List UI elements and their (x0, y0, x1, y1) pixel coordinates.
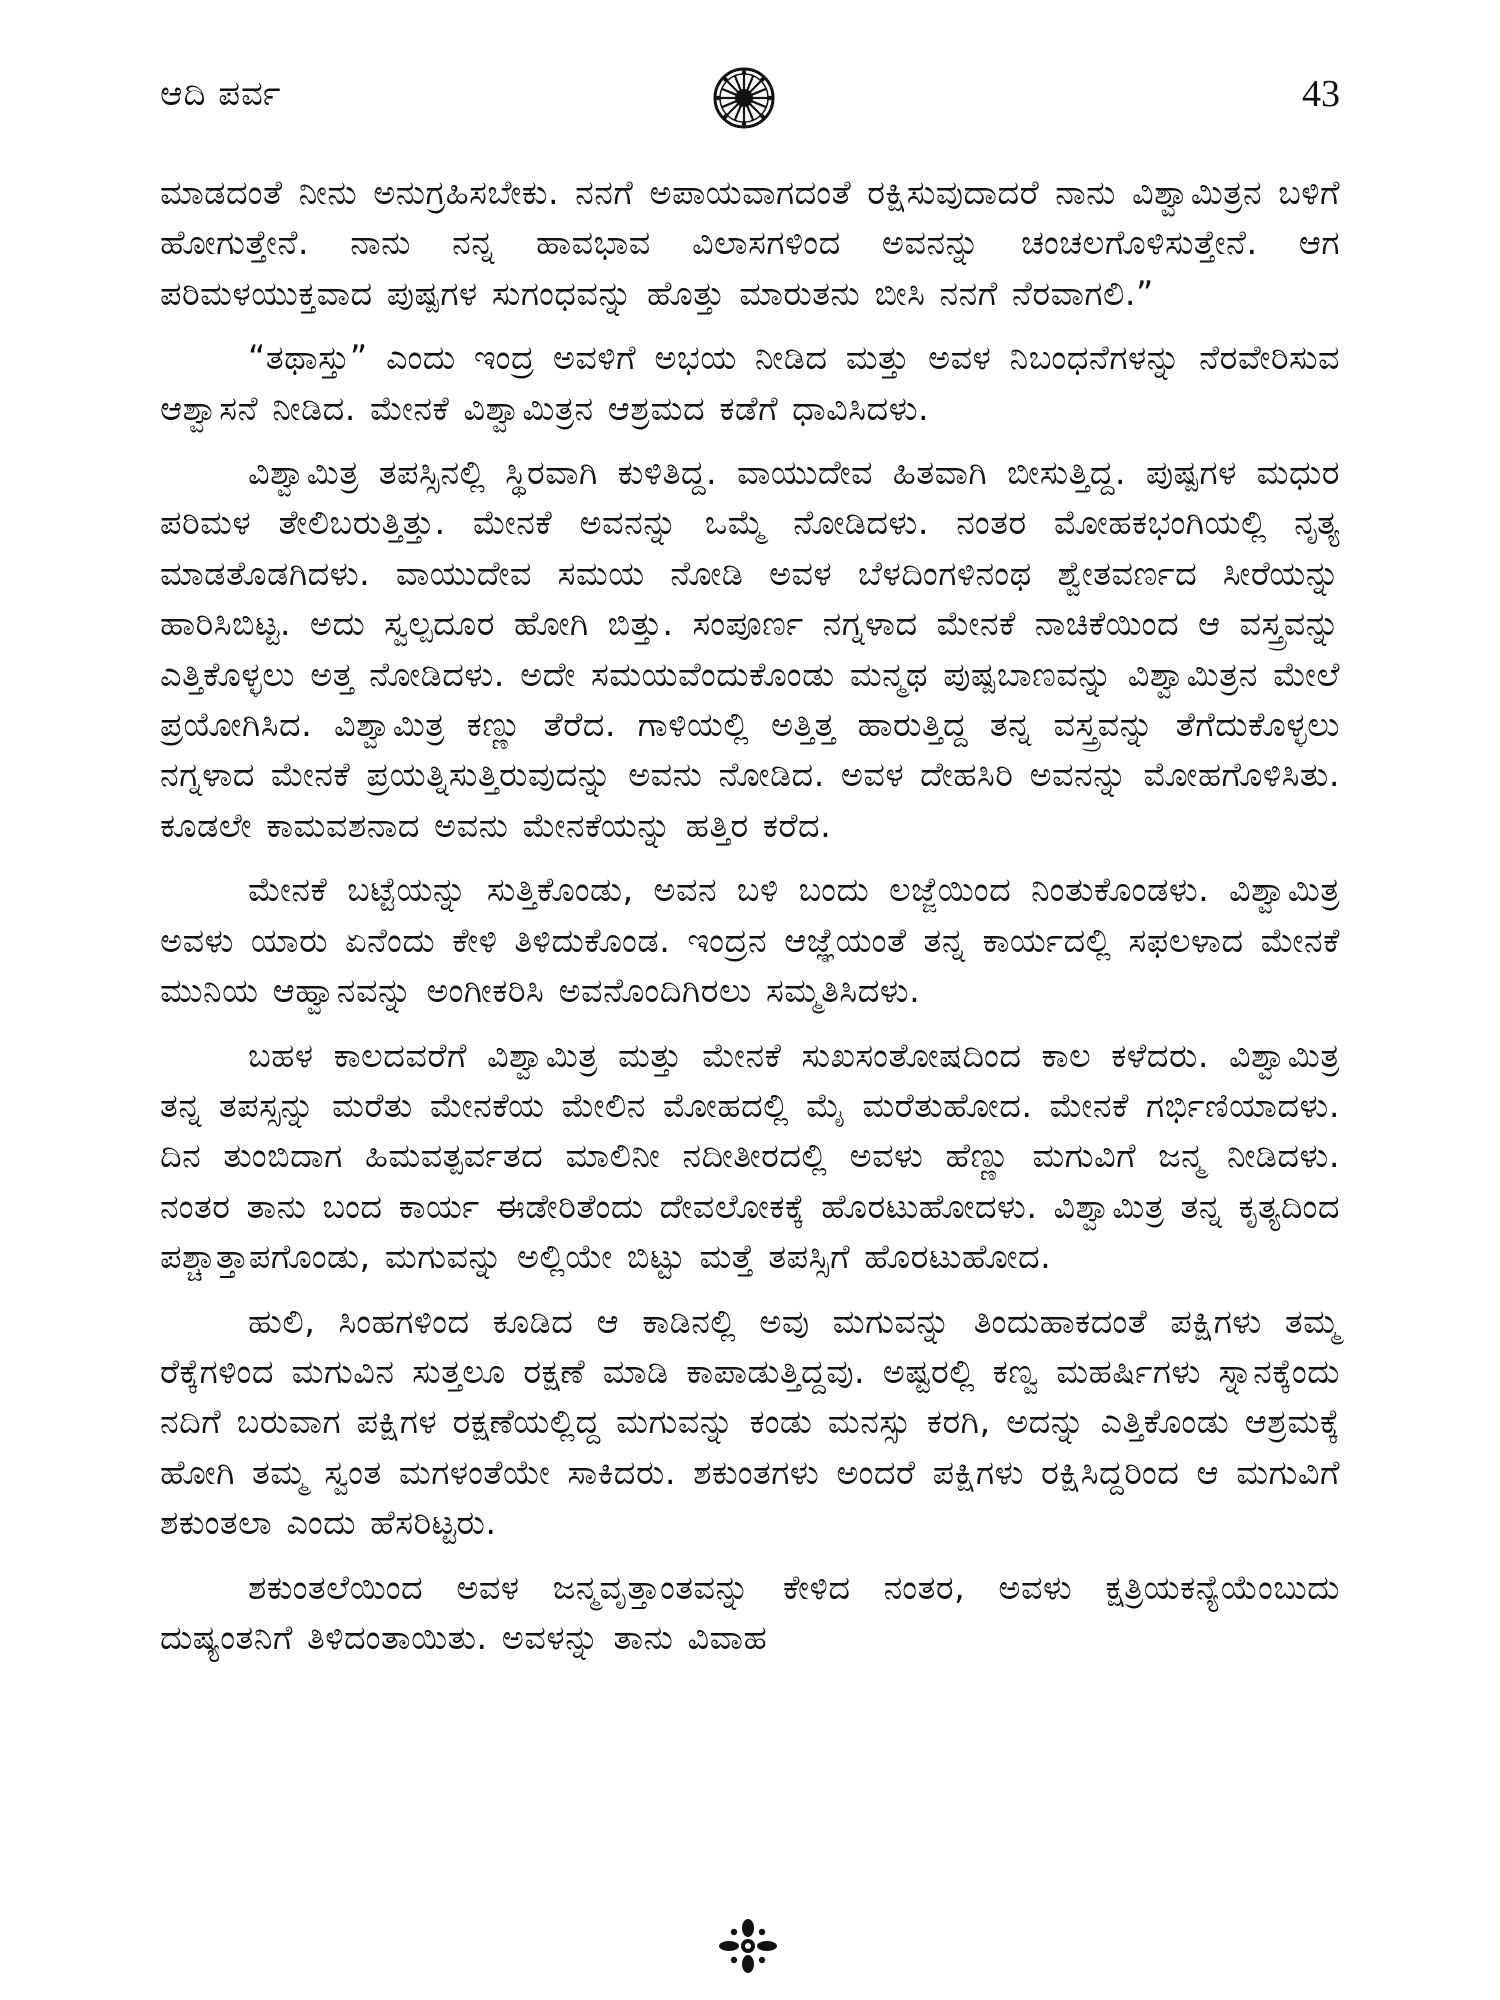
paragraph: ಮೇನಕೆ ಬಟ್ಟೆಯನ್ನು ಸುತ್ತಿಕೊಂಡು, ಅವನ ಬಳಿ ಬಂದು ಲಜ್ಜೆಯಿಂದ ನಿಂತುಕೊಂಡಳು. ವಿಶ್ವಾಮಿತ್ರ ಅವಳು ಯಾರು ಏನೆಂದು ಕೇಳಿ ತಿಳಿದುಕೊಂಡ. ಇಂದ್ರನ ಆಜ್ಞೆಯಂತೆ ತನ್ನ ಕಾರ್ಯದಲ್ಲಿ ಸಫಲಳಾದ ಮೇನಕೆ ಮುನಿಯ ಆಹ್ವಾನವನ್ನು ಅಂಗೀಕರಿಸಿ ಅವನೊಂದಿಗಿರಲು ಸಮ್ಮತಿಸಿದಳು. (160, 870, 1340, 1011)
body-text (160, 168, 1340, 1677)
floral-ornament-icon (718, 1918, 778, 1974)
page-number: 43 (1302, 73, 1340, 115)
paragraph: ವಿಶ್ವಾಮಿತ್ರ ತಪಸ್ಸಿನಲ್ಲಿ ಸ್ಥಿರವಾಗಿ ಕುಳಿತಿದ್ದ. ವಾಯುದೇವ ಹಿತವಾಗಿ ಬೀಸುತ್ತಿದ್ದ. ಪುಷ್ಪಗಳ ಮಧುರ ಪರಿಮಳ ತೇಲಿಬರುತ್ತಿತ್ತು. ಮೇನಕೆ ಅವನನ್ನು ಒಮ್ಮೆ ನೋಡಿದಳು. ನಂತರ ಮೋಹಕಭಂಗಿಯಲ್ಲಿ ನೃತ್ಯ ಮಾಡತೊಡಗಿದಳು. ವಾಯುದೇವ ಸಮಯ ನೋಡಿ ಅವಳ ಬೆಳದಿಂಗಳಿನಂಥ ಶ್ವೇತವರ್ಣದ ಸೀರೆಯನ್ನು ಹಾರಿಸಿಬಿಟ್ಟ. ಅದು ಸ್ವಲ್ಪದೂರ ಹೋಗಿ ಬಿತ್ತು. ಸಂಪೂರ್ಣ ನಗ್ನಳಾದ ಮೇನಕೆ ನಾಚಿಕೆಯಿಂದ ಆ ವಸ್ತ್ರವನ್ನು ಎತ್ತಿಕೊಳ್ಳಲು ಅತ್ತ ನೋಡಿದಳು. ಅದೇ ಸಮಯವೆಂದುಕೊಂಡು ಮನ್ಮಥ ಪುಷ್ಪಬಾಣವನ್ನು ವಿಶ್ವಾಮಿತ್ರನ ಮೇಲೆ ಪ್ರಯೋಗಿಸಿದ. ವಿಶ್ವಾಮಿತ್ರ ಕಣ್ಣು ತೆರೆದ. ಗಾಳಿಯಲ್ಲಿ ಅತ್ತಿತ್ತ ಹಾರುತ್ತಿದ್ದ ತನ್ನ ವಸ್ತ್ರವನ್ನು ತೆಗೆದುಕೊಳ್ಳಲು ನಗ್ನಳಾದ ಮೇನಕೆ ಪ್ರಯತ್ನಿಸುತ್ತಿರುವುದನ್ನು ಅವನು ನೋಡಿದ. ಅವಳ ದೇಹಸಿರಿ ಅವನನ್ನು ಮೋಹಗೊಳಿಸಿತು. ಕೂಡಲೇ ಕಾಮವಶನಾದ ಅವನು ಮೇನಕೆಯನ್ನು ಹತ್ತಿರ ಕರೆದ. (160, 453, 1340, 845)
paragraph: ಶಕುಂತಲೆಯಿಂದ ಅವಳ ಜನ್ಮವೃತ್ತಾಂತವನ್ನು ಕೇಳಿದ ನಂತರ, ಅವಳು ಕ್ಷತ್ರಿಯಕನ್ಯೆಯೆಂಬುದು ದುಷ್ಯಂತನಿಗೆ ತಿಳಿದಂತಾಯಿತು. ಅವಳನ್ನು ತಾನು ವಿವಾಹ (160, 1567, 1340, 1657)
paragraph: ಮಾಡದಂತೆ ನೀನು ಅನುಗ್ರಹಿಸಬೇಕು. ನನಗೆ ಅಪಾಯವಾಗದಂತೆ ರಕ್ಷಿಸುವುದಾದರೆ ನಾನು ವಿಶ್ವಾಮಿತ್ರನ ಬಳಿಗೆ ಹೋಗುತ್ತೇನೆ. ನಾನು ನನ್ನ ಹಾವಭಾವ ವಿಲಾಸಗಳಿಂದ ಅವನನ್ನು ಚಂಚಲಗೊಳಿಸುತ್ತೇನೆ. ಆಗ ಪರಿಮಳಯುಕ್ತವಾದ ಪುಷ್ಪಗಳ ಸುಗಂಧವನ್ನು ಹೊತ್ತು ಮಾರುತನು ಬೀಸಿ ನನಗೆ ನೆರವಾಗಲಿ.” (160, 173, 1340, 313)
page-header (160, 66, 1340, 126)
wheel-ornament-icon (712, 66, 776, 130)
paragraph: “ತಥಾಸ್ತು” ಎಂದು ಇಂದ್ರ ಅವಳಿಗೆ ಅಭಯ ನೀಡಿದ ಮತ್ತು ಅವಳ ನಿಬಂಧನೆಗಳನ್ನು ನೆರವೇರಿಸುವ ಆಶ್ವಾಸನೆ ನೀಡಿದ. ಮೇನಕೆ ವಿಶ್ವಾಮಿತ್ರನ ಆಶ್ರಮದ ಕಡೆಗೆ ಧಾವಿಸಿದಳು. (160, 338, 1340, 428)
paragraph: ಹುಲಿ, ಸಿಂಹಗಳಿಂದ ಕೂಡಿದ ಆ ಕಾಡಿನಲ್ಲಿ ಅವು ಮಗುವನ್ನು ತಿಂದುಹಾಕದಂತೆ ಪಕ್ಷಿಗಳು ತಮ್ಮ ರೆಕ್ಕೆಗಳಿಂದ ಮಗುವಿನ ಸುತ್ತಲೂ ರಕ್ಷಣೆ ಮಾಡಿ ಕಾಪಾಡುತ್ತಿದ್ದವು. ಅಷ್ಟರಲ್ಲಿ ಕಣ್ವ ಮಹರ್ಷಿಗಳು ಸ್ನಾನಕ್ಕೆಂದು ನದಿಗೆ ಬರುವಾಗ ಪಕ್ಷಿಗಳ ರಕ್ಷಣೆಯಲ್ಲಿದ್ದ ಮಗುವನ್ನು ಕಂಡು ಮನಸ್ಸು ಕರಗಿ, ಅದನ್ನು ಎತ್ತಿಕೊಂಡು ಆಶ್ರಮಕ್ಕೆ ಹೋಗಿ ತಮ್ಮ ಸ್ವಂತ ಮಗಳಂತೆಯೇ ಸಾಕಿದರು. ಶಕುಂತಗಳು ಅಂದರೆ ಪಕ್ಷಿಗಳು ರಕ್ಷಿಸಿದ್ದರಿಂದ ಆ ಮಗುವಿಗೆ ಶಕುಂತಲಾ ಎಂದು ಹೆಸರಿಟ್ಟರು. (160, 1301, 1340, 1543)
paragraph: ಬಹಳ ಕಾಲದವರೆಗೆ ವಿಶ್ವಾಮಿತ್ರ ಮತ್ತು ಮೇನಕೆ ಸುಖಸಂತೋಷದಿಂದ ಕಾಲ ಕಳೆದರು. ವಿಶ್ವಾಮಿತ್ರ ತನ್ನ ತಪಸ್ಸನ್ನು ಮರೆತು ಮೇನಕೆಯ ಮೇಲಿನ ಮೋಹದಲ್ಲಿ ಮೈ ಮರೆತುಹೋದ. ಮೇನಕೆ ಗರ್ಭಿಣಿಯಾದಳು. ದಿನ ತುಂಬಿದಾಗ ಹಿಮವತ್ಪರ್ವತದ ಮಾಲಿನೀ ನದೀತೀರದಲ್ಲಿ ಅವಳು ಹೆಣ್ಣು ಮಗುವಿಗೆ ಜನ್ಮ ನೀಡಿದಳು. ನಂತರ ತಾನು ಬಂದ ಕಾರ್ಯ ಈಡೇರಿತೆಂದು ದೇವಲೋಕಕ್ಕೆ ಹೊರಟುಹೋದಳು. ವಿಶ್ವಾಮಿತ್ರ ತನ್ನ ಕೃತ್ಯದಿಂದ ಪಶ್ಚಾತ್ತಾಪಗೊಂಡು, ಮಗುವನ್ನು ಅಲ್ಲಿಯೇ ಬಿಟ್ಟು ಮತ್ತೆ ತಪಸ್ಸಿಗೆ ಹೊರಟುಹೋದ. (160, 1035, 1340, 1277)
running-title: ಆದಿ ಪರ್ವ (160, 74, 282, 114)
